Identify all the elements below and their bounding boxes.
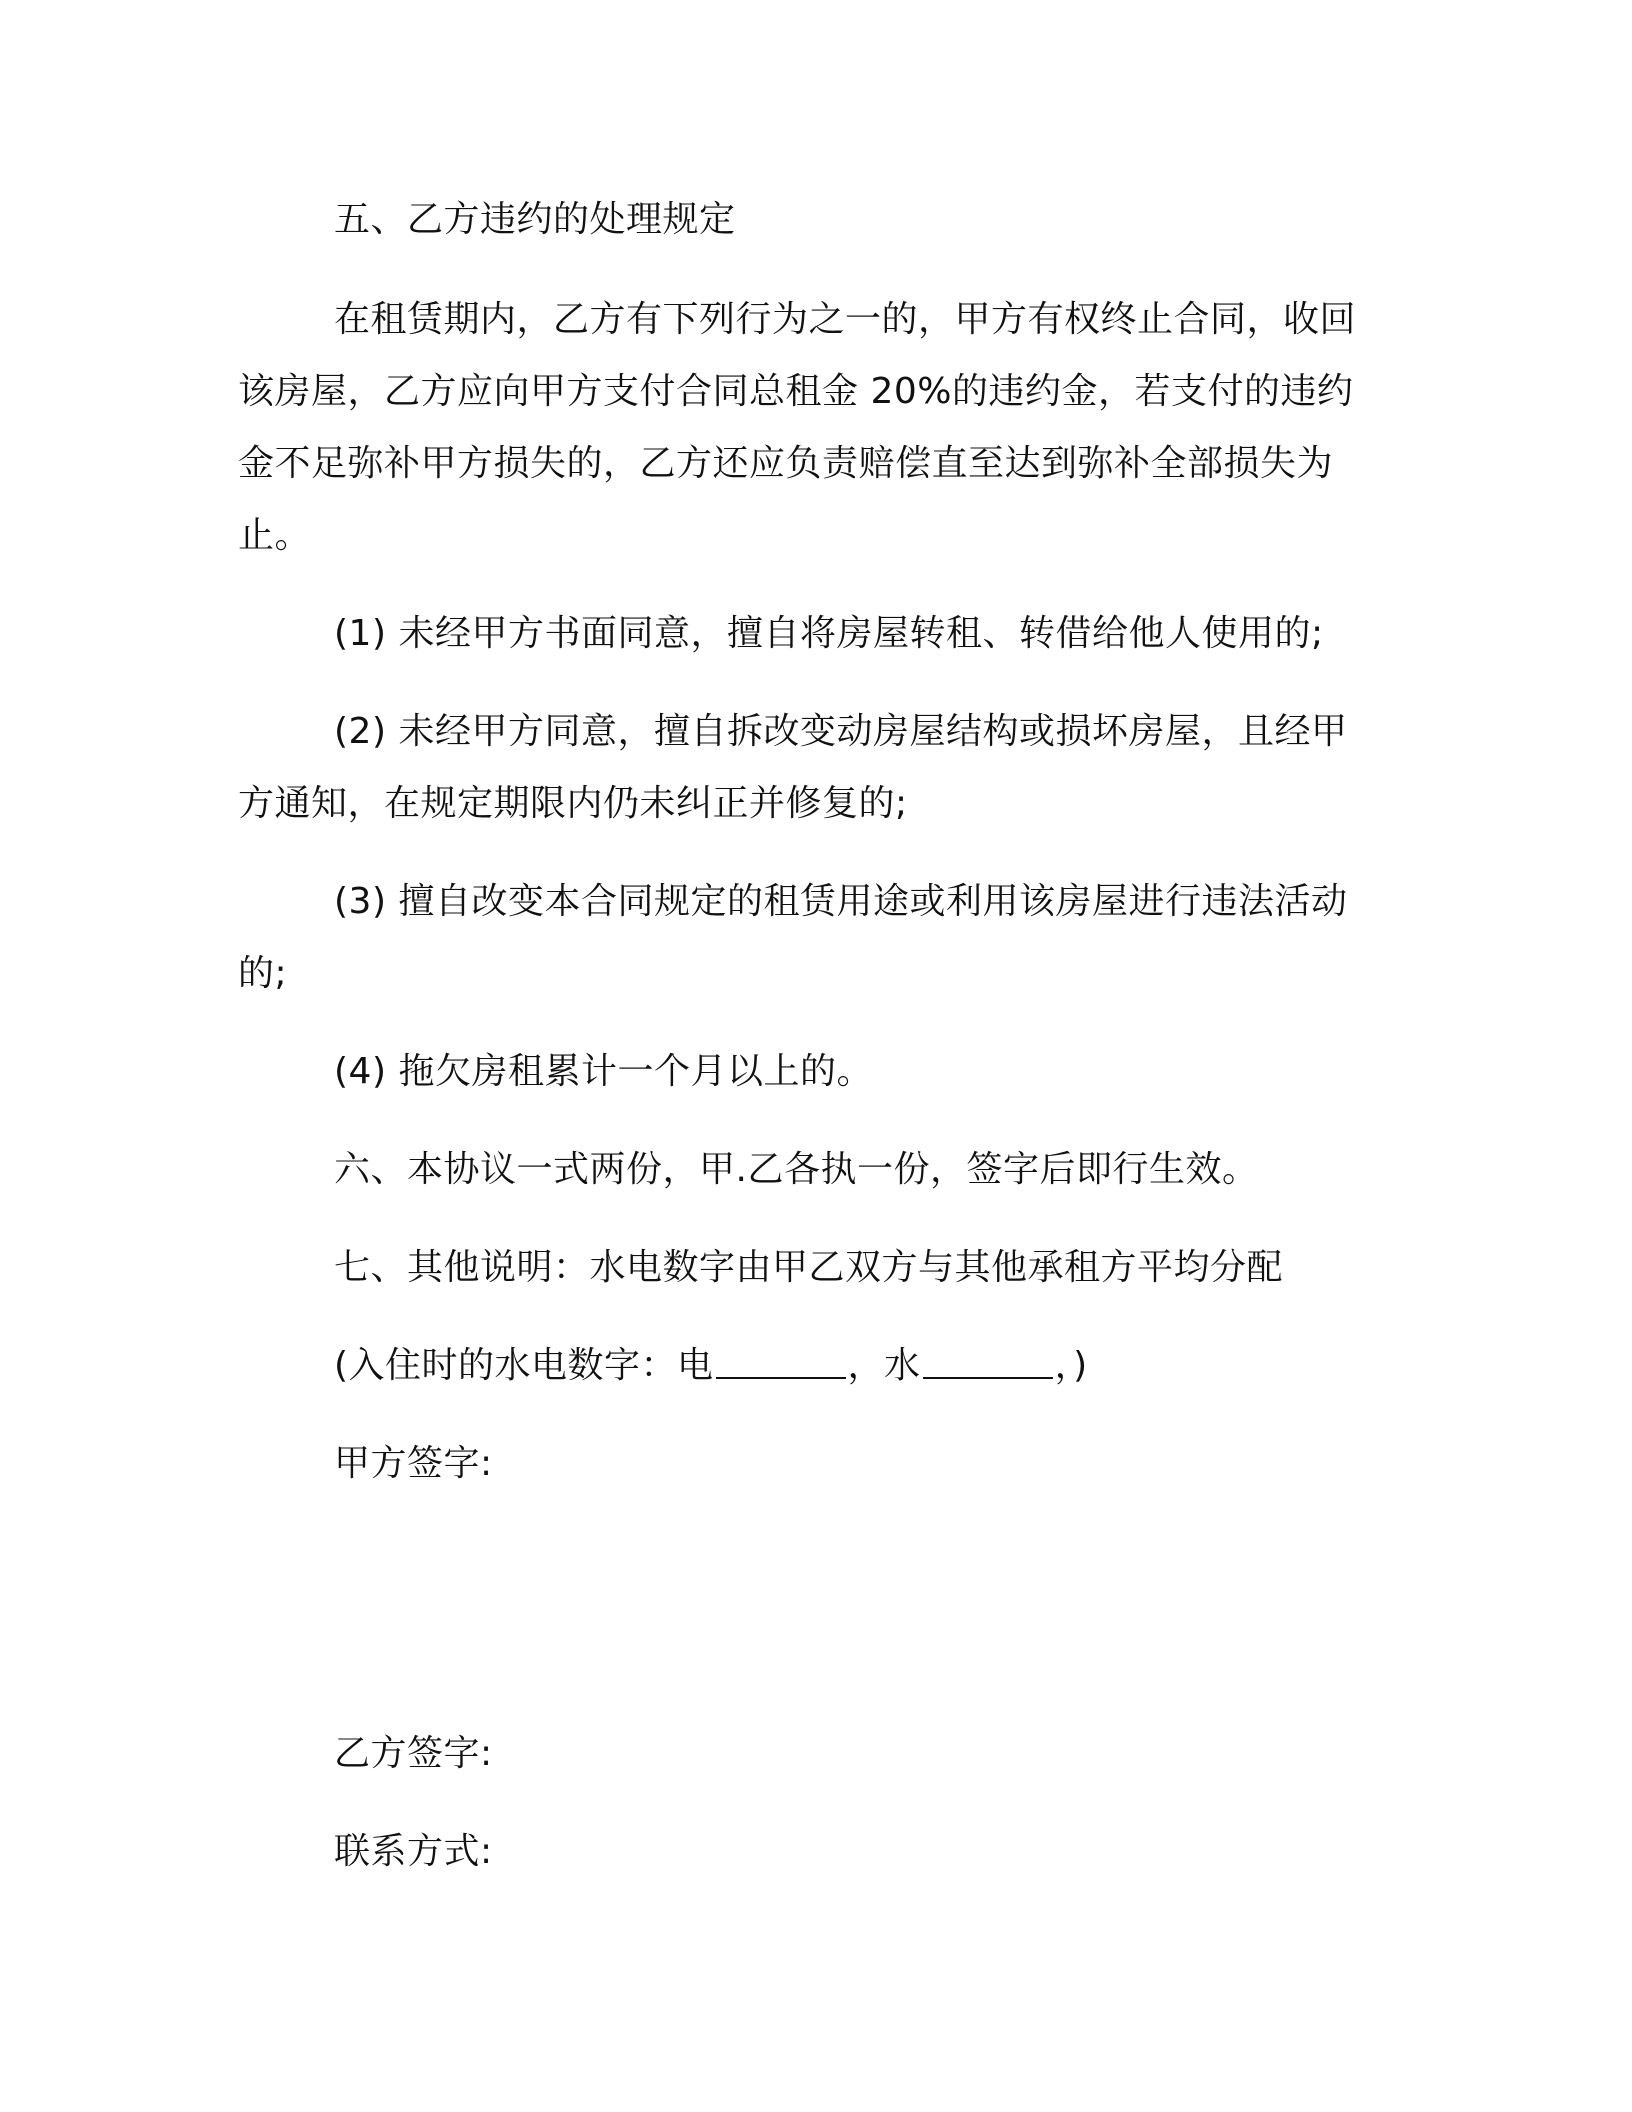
meter-suffix: ，) — [1054, 1345, 1088, 1386]
item-3-line-1: (3) 擅自改变本合同规定的租赁用途或利用该房屋进行违法活动 — [334, 881, 1348, 922]
item-4-line-1: (4) 拖欠房租累计一个月以上的。 — [334, 1051, 873, 1092]
water-blank[interactable] — [923, 1347, 1053, 1379]
section-6: 六、本协议一式两份，甲.乙各执一份，签字后即行生效。 — [334, 1149, 1259, 1190]
item-1-line-1: (1) 未经甲方书面同意，擅自将房屋转租、转借给他人使用的; — [334, 613, 1324, 654]
intro-line-4: 止。 — [238, 515, 312, 556]
contact-label: 联系方式: — [334, 1831, 493, 1872]
section-7: 七、其他说明：水电数字由甲乙双方与其他承租方平均分配 — [334, 1247, 1284, 1288]
party-b-signature-label: 乙方签字: — [334, 1733, 493, 1774]
intro-line-1: 在租赁期内，乙方有下列行为之一的，甲方有权终止合同，收回 — [334, 299, 1357, 340]
intro-line-3: 金不足弥补甲方损失的，乙方还应负责赔偿直至达到弥补全部损失为 — [238, 443, 1334, 484]
item-3-line-2: 的; — [238, 953, 288, 994]
meter-middle: ，水 — [847, 1345, 921, 1386]
item-2-line-1: (2) 未经甲方同意，擅自拆改变动房屋结构或损坏房屋，且经甲 — [334, 711, 1348, 752]
electricity-blank[interactable] — [716, 1347, 846, 1379]
intro-line-2: 该房屋，乙方应向甲方支付合同总租金 20%的违约金，若支付的违约 — [238, 371, 1354, 412]
meter-readings-line — [334, 1330, 1474, 1402]
party-a-signature-label: 甲方签字: — [334, 1443, 493, 1484]
section-5-heading: 五、乙方违约的处理规定 — [334, 199, 736, 240]
item-2-line-2: 方通知，在规定期限内仍未纠正并修复的; — [238, 783, 908, 824]
meter-prefix: (入住时的水电数字：电 — [334, 1345, 714, 1386]
